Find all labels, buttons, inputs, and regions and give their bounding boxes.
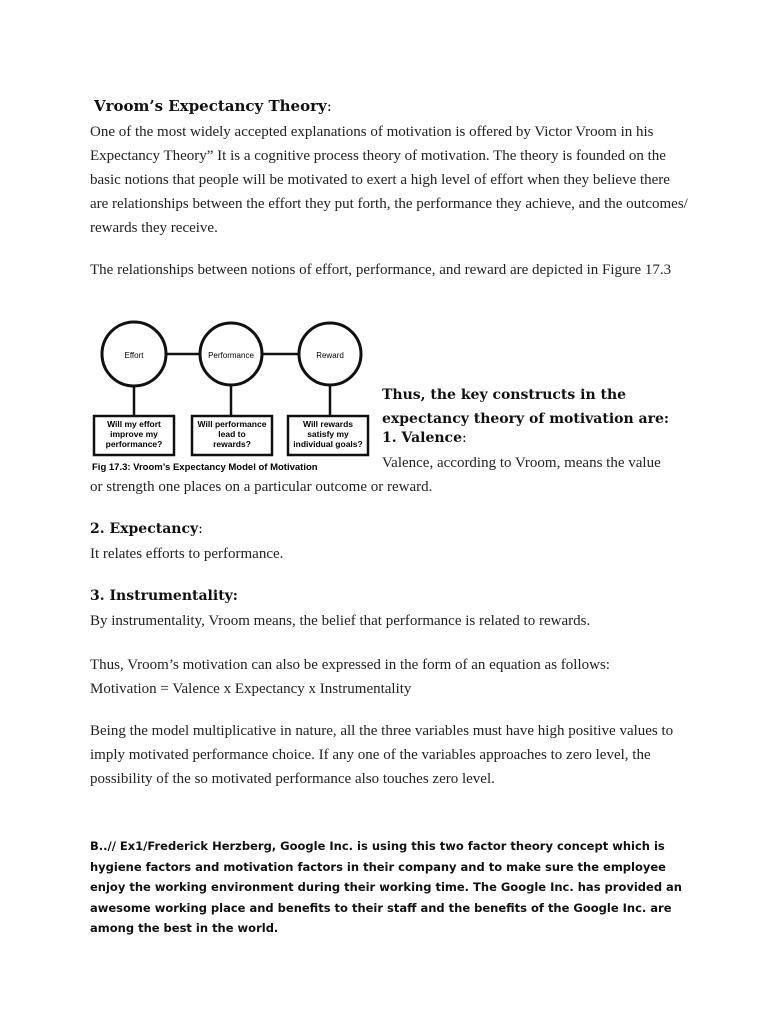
box-performance-line1: Will performance bbox=[197, 419, 267, 429]
equation-intro: Thus, Vroom’s motivation can also be expressed in the form of an equation as follows: bbox=[90, 657, 610, 673]
circle-label-performance: Performance bbox=[208, 351, 254, 360]
expectancy-model-figure bbox=[90, 318, 374, 478]
box-performance-line3: rewards? bbox=[213, 439, 251, 449]
box-reward-line3: individual goals? bbox=[293, 439, 363, 449]
page-title-colon: : bbox=[326, 97, 332, 115]
example-paragraph: B..// Ex1/Frederick Herzberg, Google Inc. is using this two factor theory concept which is hygiene factors and motivation factors in their company and to make sure the employee enjoy the working environment during their working time. The Google Inc. has provided an awesome working place and benefits to their staff and the benefits of the Google Inc. are among the best in the world. bbox=[90, 839, 682, 935]
valence-heading bbox=[382, 430, 467, 446]
valence-text-line1: Valence, according to Vroom, means the value bbox=[382, 455, 661, 471]
instrumentality-heading: 3. Instrumentality: bbox=[90, 588, 238, 604]
box-effort-line1: Will my effort bbox=[107, 419, 161, 429]
valence-heading-colon: : bbox=[461, 430, 467, 446]
expectancy-text: It relates efforts to performance. bbox=[90, 546, 284, 562]
box-reward-line1: Will rewards bbox=[303, 419, 353, 429]
box-effort-line2: improve my bbox=[110, 429, 158, 439]
valence-text-line2: or strength one places on a particular outcome or reward. bbox=[90, 479, 433, 495]
instrumentality-text: By instrumentality, Vroom means, the belief that performance is related to rewards. bbox=[90, 613, 591, 629]
valence-heading-text: 1. Valence bbox=[382, 430, 462, 446]
expectancy-heading-colon: : bbox=[198, 521, 203, 537]
page-title bbox=[94, 97, 332, 115]
relationships-paragraph: The relationships between notions of effort, performance, and reward are depicted in Figure 17.3 bbox=[90, 262, 672, 278]
figure-caption: Fig 17.3: Vroom’s Expectancy Model of Motivation bbox=[92, 462, 318, 473]
equation-formula: Motivation = Valence x Expectancy x Instrumentality bbox=[90, 681, 412, 697]
expectancy-heading-text: 2. Expectancy bbox=[90, 521, 199, 537]
circle-label-effort: Effort bbox=[124, 351, 144, 360]
page-title-text: Vroom’s Expectancy Theory bbox=[94, 97, 327, 115]
constructs-intro: Thus, the key constructs in the expectancy theory of motivation are: bbox=[382, 387, 670, 427]
circle-label-reward: Reward bbox=[316, 351, 344, 360]
box-performance-line2: lead to bbox=[218, 429, 246, 439]
equation-paragraph bbox=[90, 653, 690, 701]
intro-paragraph: One of the most widely accepted explanations of motivation is offered by Victor Vroom in his Expectancy Theory” It is a cognitive process theory of motivation. The theory is founded on the basic notions that people will be motivated to exert a high level of effort when they believe there are relationships between the effort they put forth, the performance they achieve, and the outcomes/ rewards they receive. bbox=[90, 124, 688, 236]
multiplicative-paragraph: Being the model multiplicative in nature, all the three variables must have high positive values to imply motivated performance choice. If any one of the variables approaches to zero level, the possibility of the so motivated performance also touches zero level. bbox=[90, 723, 674, 787]
box-reward-line2: satisfy my bbox=[307, 429, 349, 439]
box-effort-line3: performance? bbox=[105, 439, 163, 449]
expectancy-heading bbox=[90, 521, 203, 537]
